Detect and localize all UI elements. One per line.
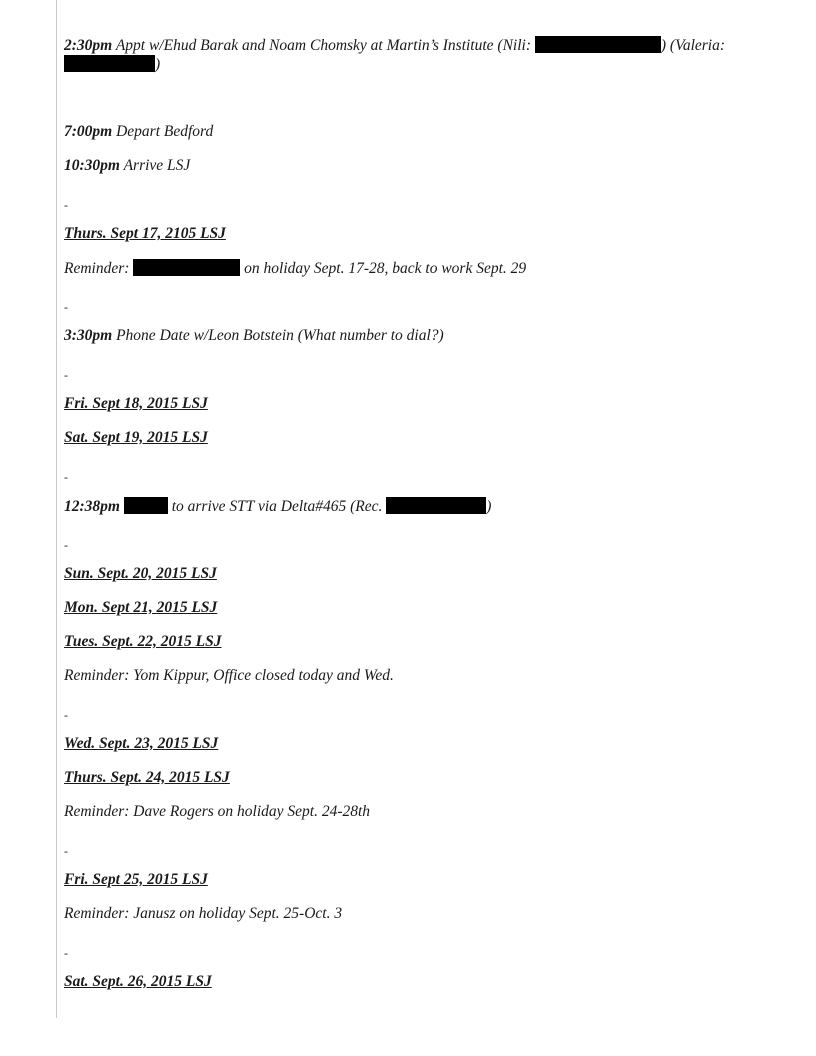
day-heading: Wed. Sept. 23, 2015 LSJ: [64, 735, 219, 752]
separator-dash: -: [64, 844, 68, 858]
day-heading: Sun. Sept. 20, 2015 LSJ: [64, 565, 217, 582]
redaction-bar: [133, 259, 240, 276]
redaction-bar: [535, 36, 661, 53]
entry-time: 3:30pm: [64, 327, 113, 344]
day-heading: Sat. Sept. 26, 2015 LSJ: [64, 973, 212, 990]
redaction-bar: [64, 55, 155, 72]
redaction-bar: [124, 497, 168, 514]
entry-text: on holiday Sept. 17-28, back to work Sept. 29: [240, 260, 527, 277]
reminder-entry: Reminder: Dave Rogers on holiday Sept. 24-28th: [64, 803, 371, 820]
entry-text: ): [155, 56, 161, 73]
entry-text: Reminder:: [64, 260, 134, 277]
depart-entry: [64, 123, 213, 141]
entry-text: Appt w/Ehud Barak and Noam Chomsky at Martin’s Institute (Nili:: [112, 37, 535, 54]
entry-text: Depart Bedford: [112, 123, 214, 140]
entry-time: 7:00pm: [64, 123, 113, 140]
day-heading: Tues. Sept. 22, 2015 LSJ: [64, 633, 222, 650]
appointment-entry: [64, 36, 754, 74]
day-heading: Thurs. Sept 17, 2105 LSJ: [64, 225, 226, 242]
entry-text: Arrive LSJ: [119, 157, 191, 174]
separator-dash: -: [64, 368, 68, 382]
flight-entry: [64, 497, 491, 516]
entry-text: ): [486, 498, 492, 515]
entry-text: ) (Valeria:: [660, 37, 726, 54]
day-heading: Fri. Sept 25, 2015 LSJ: [64, 871, 208, 888]
separator-dash: -: [64, 300, 68, 314]
day-heading: Fri. Sept 18, 2015 LSJ: [64, 395, 208, 412]
day-heading: Mon. Sept 21, 2015 LSJ: [64, 599, 218, 616]
arrive-entry: [64, 157, 190, 175]
entry-text: Phone Date w/Leon Botstein (What number to dial?): [112, 327, 444, 344]
reminder-entry: Reminder: Yom Kippur, Office closed today and Wed.: [64, 667, 394, 684]
entry-text: to arrive STT via Delta#465 (Rec.: [167, 498, 387, 515]
redaction-bar: [386, 497, 486, 514]
separator-dash: -: [64, 708, 68, 722]
separator-dash: -: [64, 198, 68, 212]
reminder-entry: Reminder: Janusz on holiday Sept. 25-Oct. 3: [64, 905, 343, 922]
phone-entry: [64, 327, 444, 345]
separator-dash: -: [64, 470, 68, 484]
separator-dash: -: [64, 946, 68, 960]
entry-time: 10:30pm: [64, 157, 120, 174]
entry-time: 2:30pm: [64, 37, 113, 54]
reminder-entry: [64, 259, 526, 278]
separator-dash: -: [64, 538, 68, 552]
day-heading: Sat. Sept 19, 2015 LSJ: [64, 429, 208, 446]
day-heading: Thurs. Sept. 24, 2015 LSJ: [64, 769, 230, 786]
margin-rule: [56, 0, 57, 1018]
entry-time: 12:38pm: [64, 498, 120, 515]
